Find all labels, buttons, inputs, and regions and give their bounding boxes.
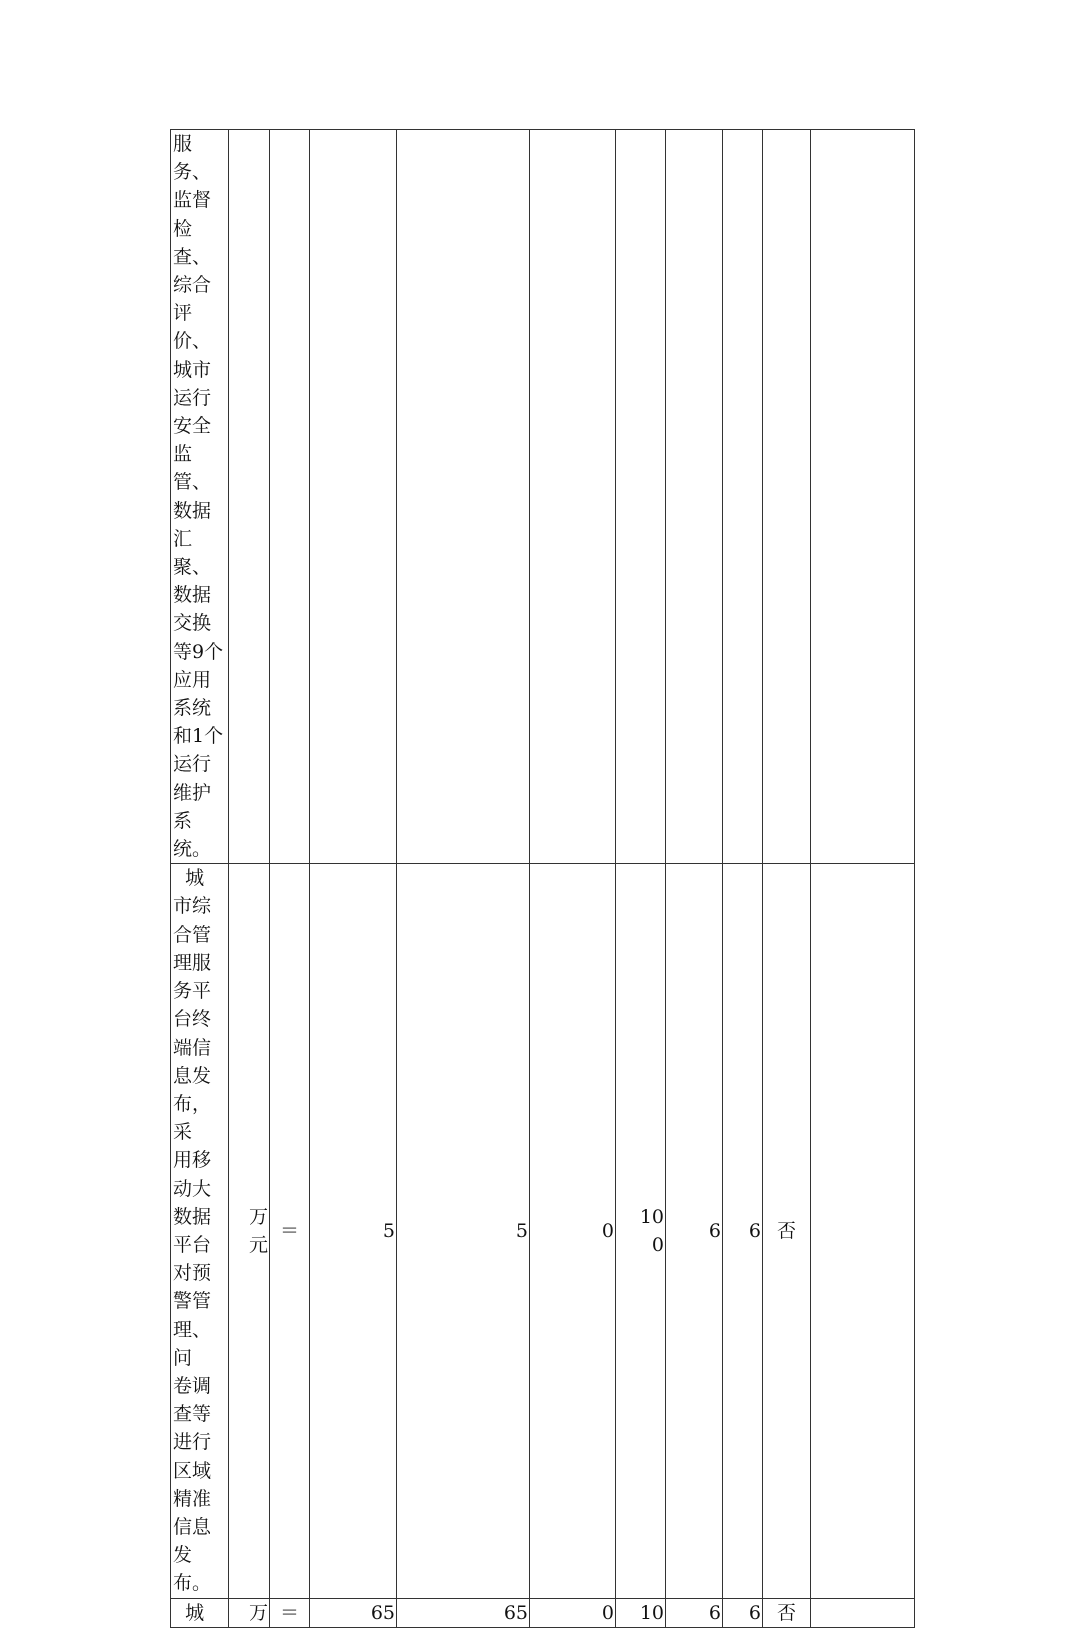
value-cell-1: 5 <box>310 864 397 1598</box>
unit-cell: 万 <box>229 1598 270 1627</box>
flag-cell <box>763 130 811 864</box>
note-cell <box>811 130 915 864</box>
value-cell-6: 6 <box>723 1598 763 1627</box>
value-cell-3 <box>530 130 616 864</box>
description-cell: 城 市综 合管 理服 务平 台终 端信 息发 布，采 用移 动大 数据 平台 对预 警管 理、问 卷调 查等 进行 区域 精准 信息 发布。 <box>171 864 229 1598</box>
description-cell: 城 <box>171 1598 229 1627</box>
table-row <box>171 130 915 864</box>
operator-cell: ＝ <box>270 864 310 1598</box>
value-cell-5: 6 <box>666 1598 723 1627</box>
value-cell-6: 6 <box>723 864 763 1598</box>
value-cell-6 <box>723 130 763 864</box>
flag-cell: 否 <box>763 1598 811 1627</box>
value-cell-5 <box>666 130 723 864</box>
unit-cell <box>229 130 270 864</box>
indicator-table <box>170 129 915 1628</box>
value-cell-2 <box>397 130 530 864</box>
value-cell-4 <box>616 130 666 864</box>
value-cell-3: 0 <box>530 1598 616 1627</box>
value-cell-2: 65 <box>397 1598 530 1627</box>
value-cell-3: 0 <box>530 864 616 1598</box>
note-cell <box>811 1598 915 1627</box>
value-cell-1: 65 <box>310 1598 397 1627</box>
note-cell <box>811 864 915 1598</box>
value-cell-4: 10 0 <box>616 864 666 1598</box>
unit-cell: 万 元 <box>229 864 270 1598</box>
table-row <box>171 864 915 1598</box>
flag-cell: 否 <box>763 864 811 1598</box>
description-cell: 服务、 监督 检查、 综合 评价、 城市 运行 安全 监管、 数据 汇聚、 数据 交换 等9个 应用 系统 和1个 运行 维护 系统。 <box>171 130 229 864</box>
table-row <box>171 1598 915 1627</box>
operator-cell <box>270 130 310 864</box>
value-cell-4: 10 <box>616 1598 666 1627</box>
value-cell-1 <box>310 130 397 864</box>
operator-cell: ＝ <box>270 1598 310 1627</box>
value-cell-2: 5 <box>397 864 530 1598</box>
value-cell-5: 6 <box>666 864 723 1598</box>
